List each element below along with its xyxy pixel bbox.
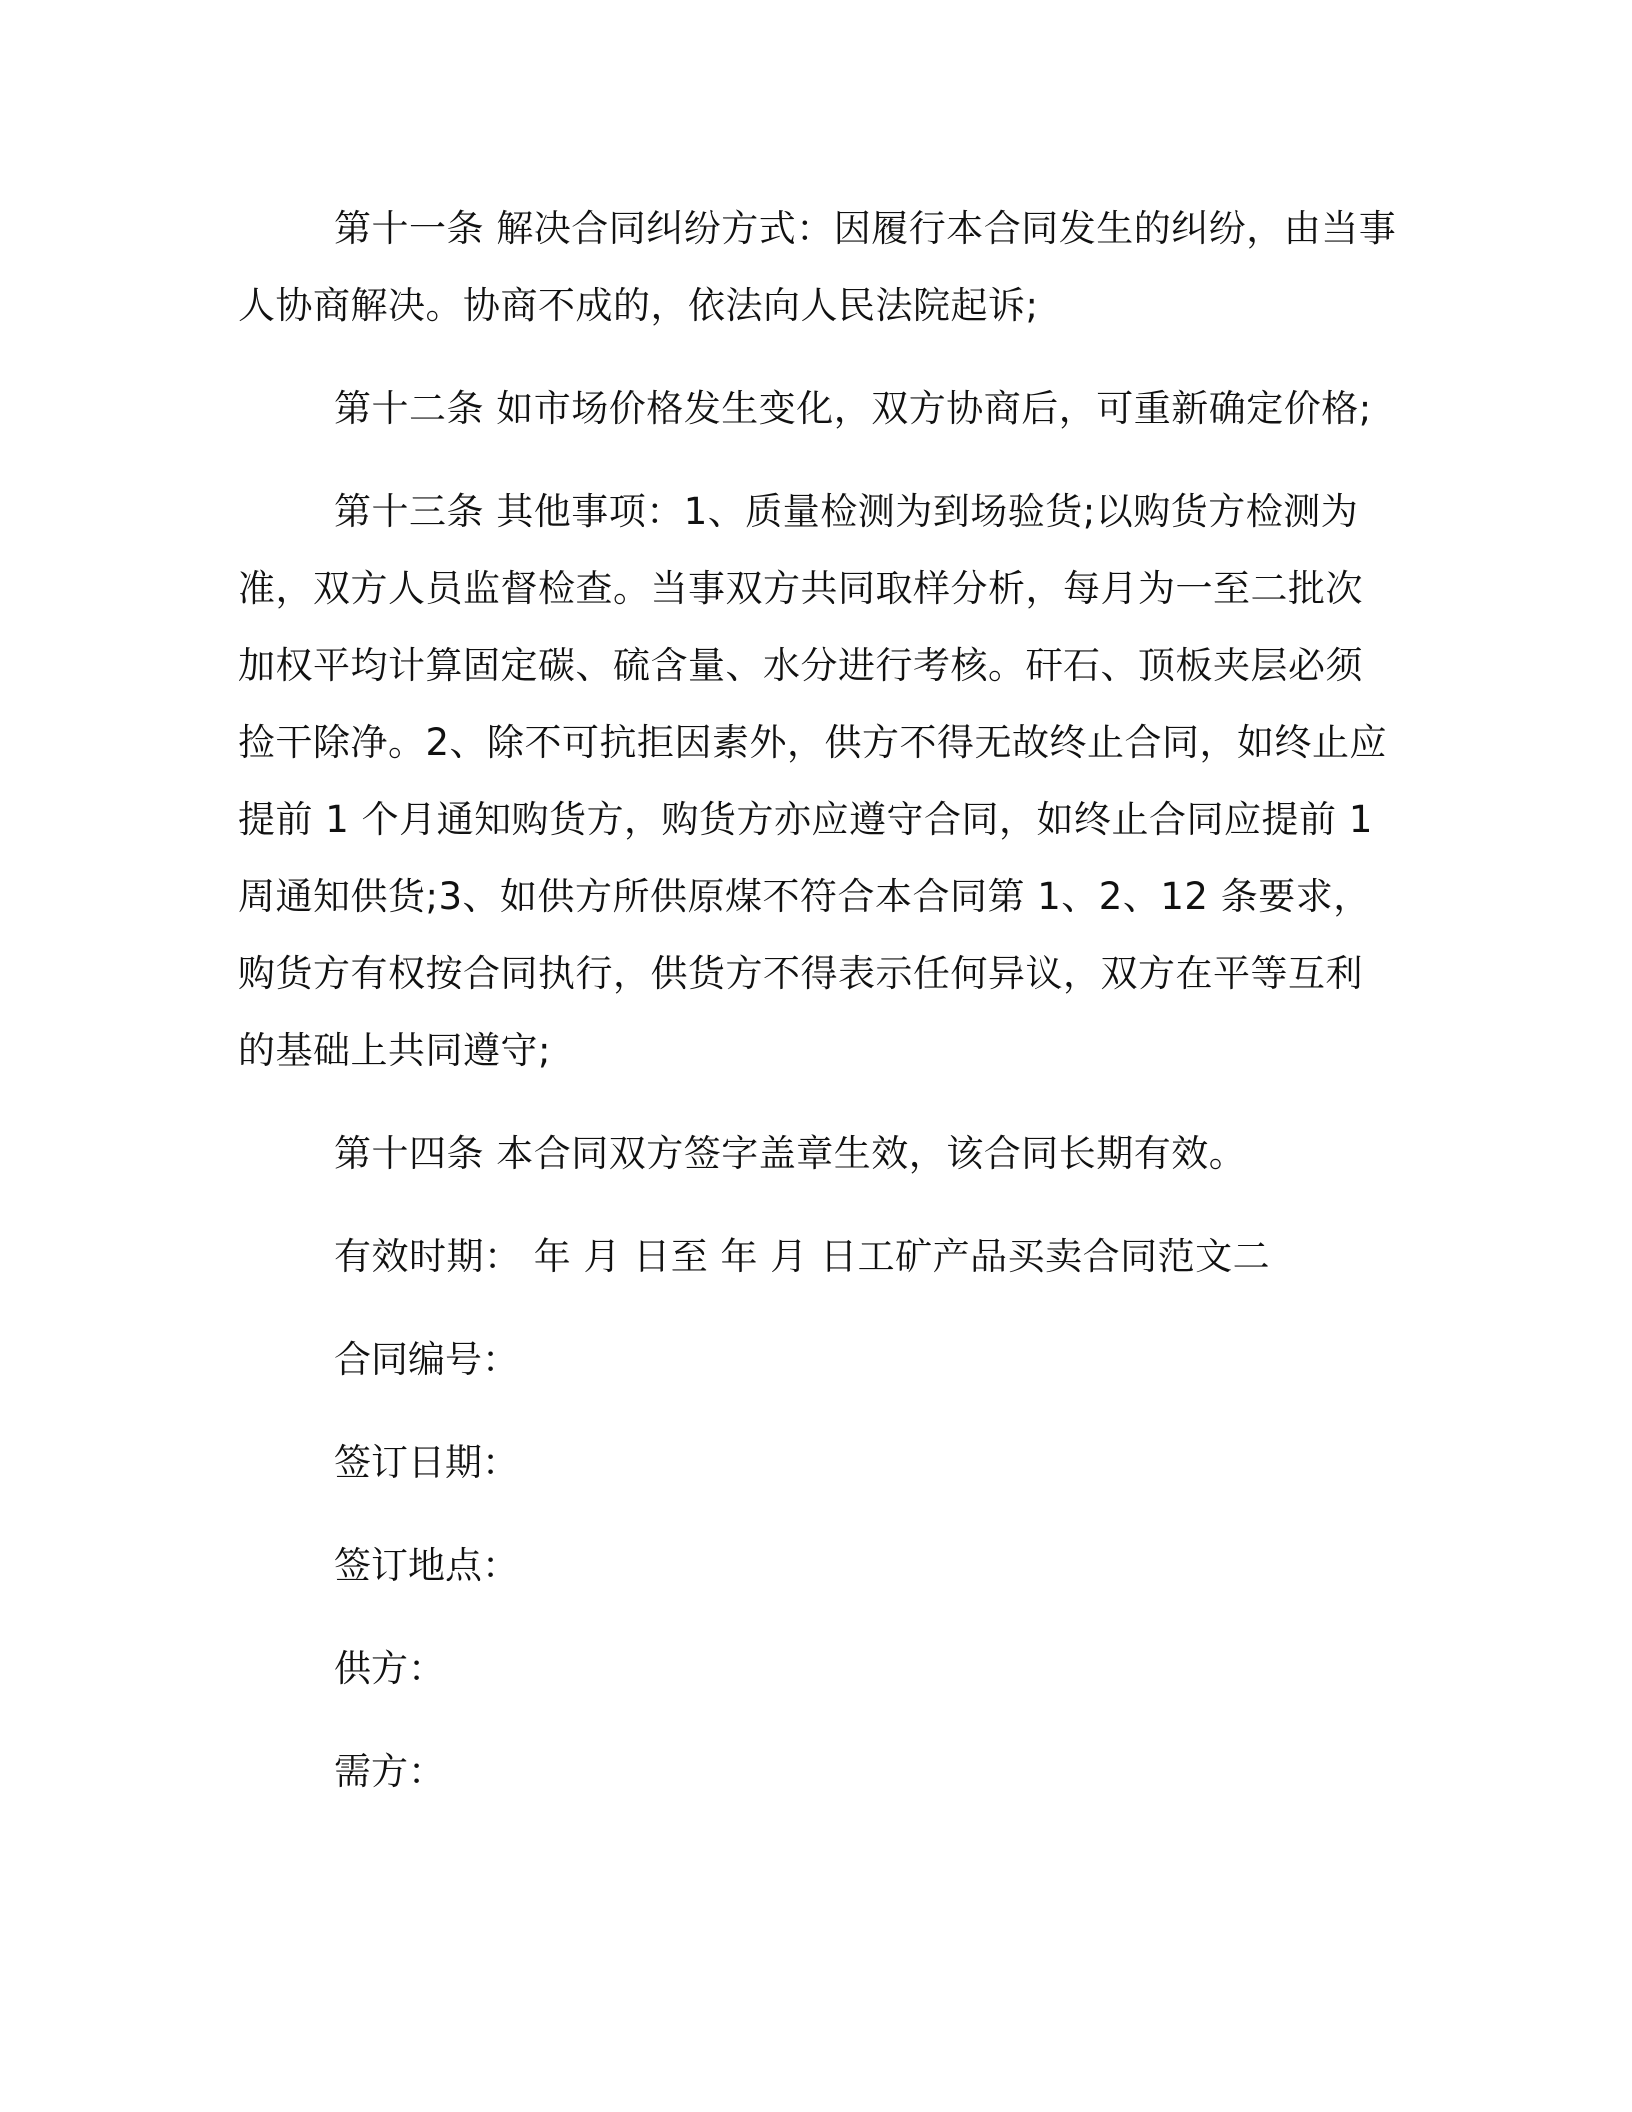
contract-number-label: 合同编号： — [334, 1338, 519, 1381]
clause-article-12: 第十二条 如市场价格发生变化，双方协商后，可重新确定价格; — [334, 387, 1372, 430]
buyer-label: 需方： — [334, 1750, 445, 1793]
supplier-label: 供方： — [334, 1647, 445, 1690]
document-body — [238, 190, 1398, 1810]
signing-date-label: 签订日期： — [334, 1441, 519, 1484]
clause-article-11: 第十一条 解决合同纠纷方式：因履行本合同发生的纠纷，由当事人协商解决。协商不成的，依法向人民法院起诉; — [238, 207, 1397, 327]
signing-place-label: 签订地点： — [334, 1544, 519, 1587]
clause-article-14: 第十四条 本合同双方签字盖章生效，该合同长期有效。 — [334, 1132, 1247, 1175]
clause-article-13: 第十三条 其他事项：1、质量检测为到场验货;以购货方检测为准，双方人员监督检查。当事双方共同取样分析，每月为一至二批次加权平均计算固定碳、硫含量、水分进行考核。矸石、顶板夹层必须捡干除净。2、除不可抗拒因素外，供方不得无故终止合同，如终止应提前 1 个月通知购货方，购货方亦应遵守合同，如终止合同应提前 1 周通知供货;3、如供方所供原煤不符合本合同第 1、2、12 条要求，购货方有权按合同执行，供货方不得表示任何异议，双方在平等互利的基础上共同遵守; — [238, 490, 1388, 1072]
validity-period: 有效时期： 年 月 日至 年 月 日工矿产品买卖合同范文二 — [334, 1235, 1271, 1278]
